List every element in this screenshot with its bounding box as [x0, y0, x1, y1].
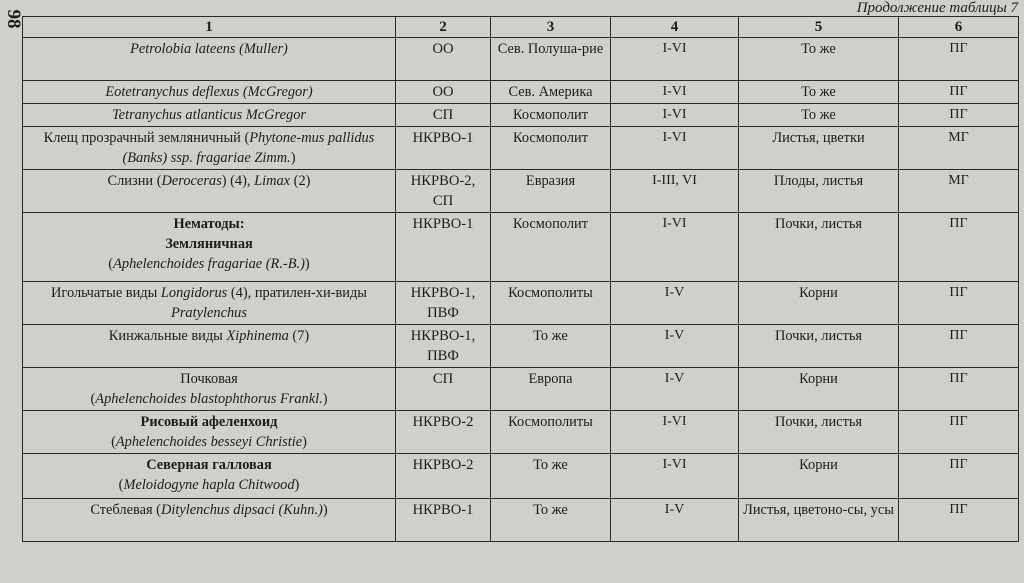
status-cell: НКРВО-2: [396, 454, 491, 499]
status-cell: ОО: [396, 38, 491, 81]
species-name-text: ): [322, 502, 328, 518]
distribution-cell: Европа: [491, 368, 611, 411]
months-cell: I-V: [611, 368, 739, 411]
species-name-cell: [23, 368, 396, 411]
damaged-organs-cell: Плоды, листья: [739, 170, 899, 213]
species-name-text: (2): [290, 173, 311, 189]
table-row: [23, 411, 1019, 454]
column-header: 6: [899, 17, 1019, 38]
table-row: [23, 213, 1019, 282]
species-name-text: Petrolobia lateens (Muller): [130, 41, 288, 57]
species-name-text: Стеблевая (: [90, 502, 161, 518]
months-cell: I-V: [611, 325, 739, 368]
species-name-text: Aphelenchoides besseyi Christie: [115, 434, 303, 450]
species-name-cell: [23, 170, 396, 213]
months-cell: I-III, VI: [611, 170, 739, 213]
status-cell: СП: [396, 368, 491, 411]
table-row: [23, 368, 1019, 411]
table-row: [23, 282, 1019, 325]
damaged-organs-cell: Листья, цветоно-сы, усы: [739, 499, 899, 542]
status-cell: НКРВО-2: [396, 411, 491, 454]
column-header: 1: [23, 17, 396, 38]
species-name-cell: [23, 213, 396, 282]
months-cell: I-V: [611, 282, 739, 325]
damaged-organs-cell: Листья, цветки: [739, 127, 899, 170]
distribution-cell: То же: [491, 454, 611, 499]
damaged-organs-cell: То же: [739, 104, 899, 127]
species-name-line: [29, 214, 389, 234]
species-name-text: Нематоды:: [173, 216, 245, 232]
species-name-text: Слизни (: [107, 173, 162, 189]
damaged-organs-cell: Корни: [739, 368, 899, 411]
species-name-text: Земляничная: [165, 236, 253, 252]
column-header: 2: [396, 17, 491, 38]
distribution-cell: Космополиты: [491, 411, 611, 454]
host-type-cell: МГ: [899, 170, 1019, 213]
species-name-text: (7): [288, 328, 310, 344]
species-name-line: [29, 234, 389, 254]
species-name-cell: [23, 499, 396, 542]
status-cell: НКРВО-1: [396, 127, 491, 170]
species-name-text: ): [322, 391, 328, 407]
species-name-text: (: [90, 391, 96, 407]
table-row: [23, 170, 1019, 213]
page-number: 98: [3, 9, 24, 29]
host-type-cell: ПГ: [899, 81, 1019, 104]
table-row: [23, 38, 1019, 81]
species-name-text: Игольчатые виды: [51, 285, 161, 301]
species-name-text: (4), пратилен-хи-виды: [227, 285, 367, 301]
species-name-cell: [23, 454, 396, 499]
column-header: 5: [739, 17, 899, 38]
table-row: [23, 454, 1019, 499]
species-name-cell: [23, 325, 396, 368]
species-name-cell: [23, 104, 396, 127]
column-header: 3: [491, 17, 611, 38]
column-header: 4: [611, 17, 739, 38]
species-name-text: Кинжальные виды: [108, 328, 227, 344]
table-continuation-caption: Продолжение таблицы 7: [856, 0, 1018, 16]
months-cell: I-VI: [611, 213, 739, 282]
host-type-cell: ПГ: [899, 38, 1019, 81]
species-name-text: ): [302, 434, 307, 450]
species-name-text: Limax: [254, 173, 291, 189]
header-row: [23, 17, 1019, 38]
species-name-text: Ditylenchus dipsaci (Kuhn.): [160, 502, 323, 518]
host-type-cell: МГ: [899, 127, 1019, 170]
status-cell: НКРВО-2, СП: [396, 170, 491, 213]
species-name-text: Longidorus: [160, 285, 228, 301]
distribution-cell: Космополит: [491, 127, 611, 170]
species-name-text: Eotetranychus deflexus (McGregor): [105, 84, 313, 100]
species-name-cell: [23, 38, 396, 81]
species-name-text: Xiphinema: [226, 328, 289, 344]
status-cell: НКРВО-1: [396, 499, 491, 542]
species-name-cell: [23, 81, 396, 104]
species-name-text: Aphelenchoides blastophthorus Frankl.: [95, 391, 323, 407]
host-type-cell: ПГ: [899, 368, 1019, 411]
host-type-cell: ПГ: [899, 411, 1019, 454]
pest-table: [22, 16, 1019, 542]
distribution-cell: Космополиты: [491, 282, 611, 325]
status-cell: СП: [396, 104, 491, 127]
species-name-text: Tetranychus atlanticus McGregor: [112, 107, 306, 123]
table-row: [23, 499, 1019, 542]
months-cell: I-VI: [611, 454, 739, 499]
damaged-organs-cell: Почки, листья: [739, 325, 899, 368]
host-type-cell: ПГ: [899, 499, 1019, 542]
species-name-text: Deroceras: [161, 173, 222, 189]
species-name-text: ): [304, 256, 310, 272]
damaged-organs-cell: Корни: [739, 282, 899, 325]
damaged-organs-cell: Почки, листья: [739, 213, 899, 282]
distribution-cell: То же: [491, 499, 611, 542]
distribution-cell: То же: [491, 325, 611, 368]
host-type-cell: ПГ: [899, 454, 1019, 499]
damaged-organs-cell: Корни: [739, 454, 899, 499]
host-type-cell: ПГ: [899, 104, 1019, 127]
host-type-cell: ПГ: [899, 213, 1019, 282]
table-row: [23, 104, 1019, 127]
distribution-cell: Евразия: [491, 170, 611, 213]
species-name-text: Рисовый афеленхоид: [140, 414, 278, 430]
species-name-cell: [23, 411, 396, 454]
status-cell: ОО: [396, 81, 491, 104]
months-cell: I-VI: [611, 127, 739, 170]
host-type-cell: ПГ: [899, 325, 1019, 368]
months-cell: I-VI: [611, 81, 739, 104]
damaged-organs-cell: То же: [739, 38, 899, 81]
species-name-text: ): [290, 150, 296, 166]
distribution-cell: Сев. Полуша-рие: [491, 38, 611, 81]
species-name-line: [29, 254, 389, 274]
species-name-text: (: [111, 434, 116, 450]
distribution-cell: Космополит: [491, 104, 611, 127]
months-cell: I-VI: [611, 104, 739, 127]
species-name-text: Северная галловая: [146, 457, 272, 473]
species-name-text: Pratylenchus: [171, 305, 247, 321]
status-cell: НКРВО-1: [396, 213, 491, 282]
damaged-organs-cell: То же: [739, 81, 899, 104]
species-name-line: [29, 412, 389, 432]
distribution-cell: Сев. Америка: [491, 81, 611, 104]
species-name-text: Почковая: [180, 371, 238, 387]
status-cell: НКРВО-1, ПВФ: [396, 282, 491, 325]
species-name-line: [29, 389, 389, 409]
species-name-text: Клещ прозрачный земляничный (: [43, 130, 250, 146]
status-cell: НКРВО-1, ПВФ: [396, 325, 491, 368]
species-name-text: (: [118, 477, 124, 493]
table-row: [23, 325, 1019, 368]
species-name-line: [29, 369, 389, 389]
species-name-cell: [23, 127, 396, 170]
host-type-cell: ПГ: [899, 282, 1019, 325]
species-name-text: Aphelenchoides fragariae (R.-B.): [113, 256, 305, 272]
damaged-organs-cell: Почки, листья: [739, 411, 899, 454]
distribution-cell: Космополит: [491, 213, 611, 282]
species-name-text: Phytone-mus pallidus (Banks) ssp. fragariae Zimm.: [122, 130, 375, 166]
species-name-text: ) (4),: [221, 173, 255, 189]
months-cell: I-VI: [611, 38, 739, 81]
species-name-line: [29, 432, 389, 452]
species-name-cell: [23, 282, 396, 325]
table-row: [23, 127, 1019, 170]
species-name-text: (: [108, 256, 114, 272]
species-name-text: Meloidogyne hapla Chitwood: [123, 477, 295, 493]
table-row: [23, 81, 1019, 104]
species-name-line: [29, 475, 389, 495]
species-name-text: ): [294, 477, 300, 493]
months-cell: I-V: [611, 499, 739, 542]
months-cell: I-VI: [611, 411, 739, 454]
species-name-line: [29, 455, 389, 475]
